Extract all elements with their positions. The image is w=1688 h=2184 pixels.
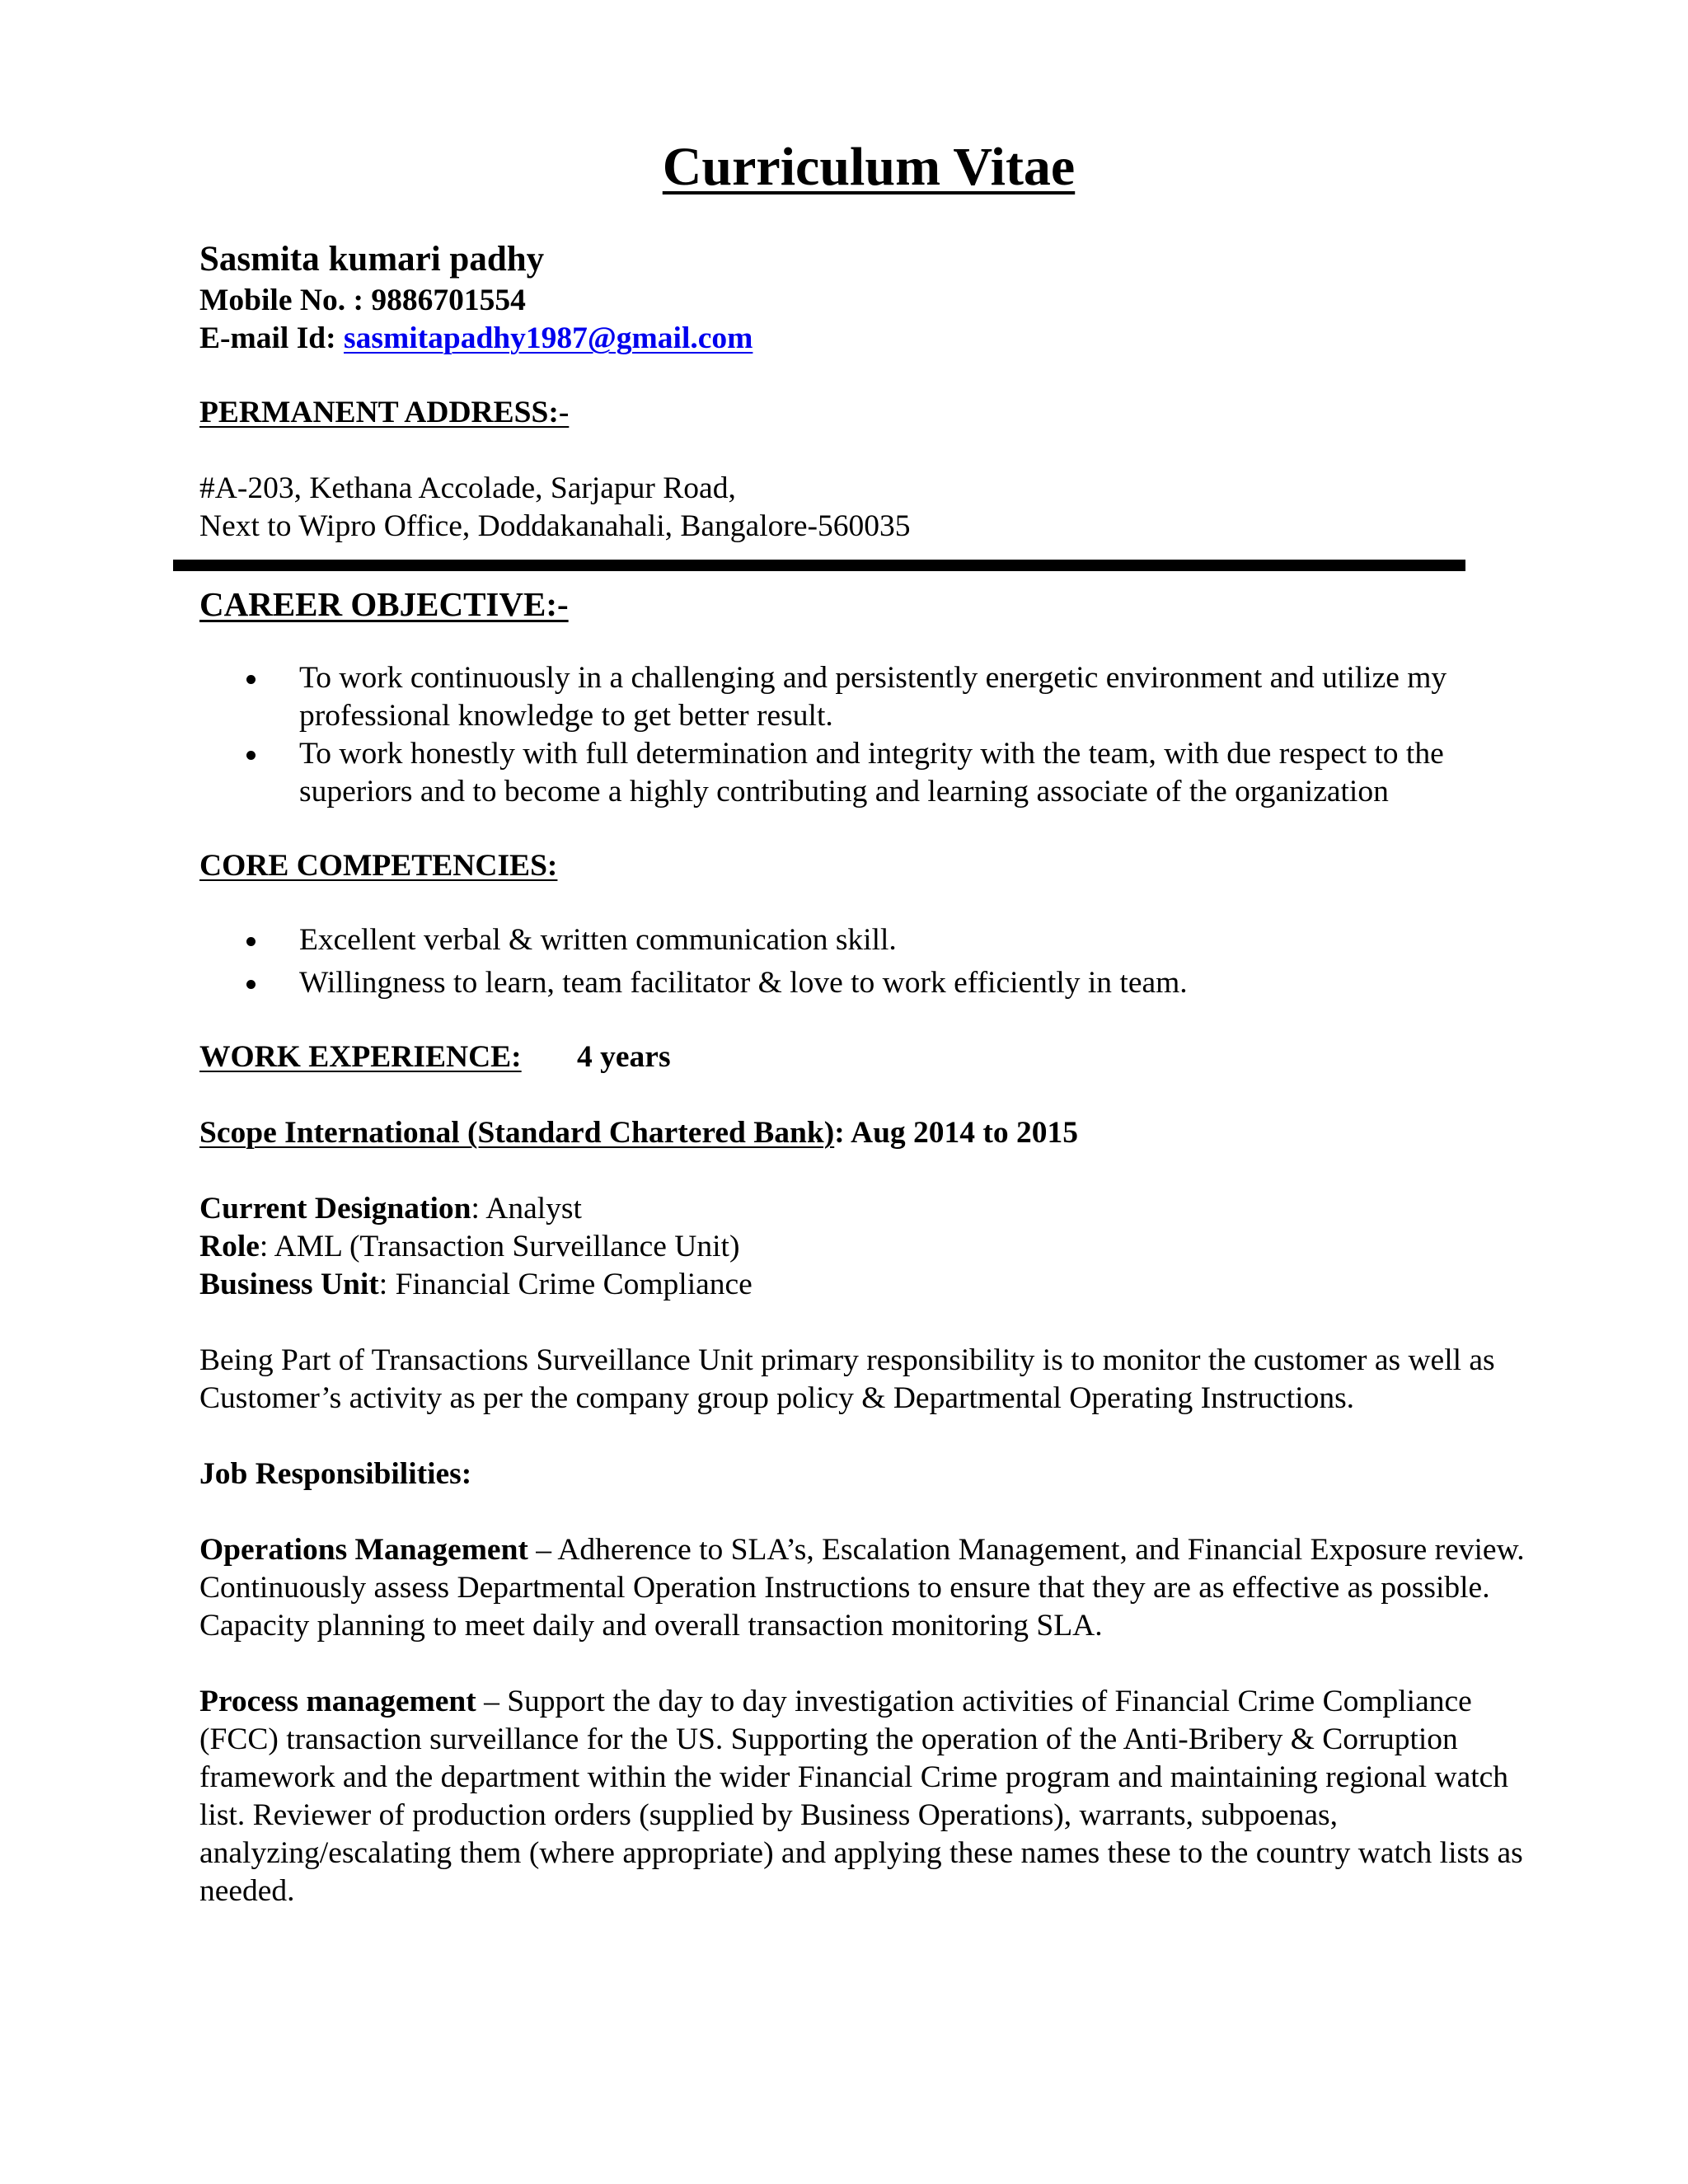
designation-label: Current Designation <box>199 1192 471 1226</box>
email-label: E-mail Id: <box>199 321 336 355</box>
address-line-2: Next to Wipro Office, Doddakanahali, Bangalore-560035 <box>199 509 911 543</box>
list-item <box>199 921 1551 959</box>
core-competencies-heading: CORE COMPETENCIES: <box>199 849 558 883</box>
list-item <box>199 964 1551 1002</box>
bullet-icon <box>246 980 256 989</box>
bullet-icon <box>246 751 256 760</box>
operations-management-paragraph <box>199 1531 1551 1645</box>
role-summary: Being Part of Transactions Surveillance Unit primary responsibility is to monitor the customer as well as Customer’s activity as per the company group policy & Departmental Operating Instructions. <box>199 1343 1495 1415</box>
address-line-1: #A-203, Kethana Accolade, Sarjapur Road, <box>199 471 736 505</box>
career-item-1: To work continuously in a challenging and persistently energetic environment and utilize my professional knowledge to get better result. <box>299 661 1447 733</box>
work-experience-line <box>199 1038 1551 1076</box>
role-label: Role <box>199 1230 260 1263</box>
email-link[interactable]: sasmitapadhy1987@gmail.com <box>344 321 753 355</box>
mobile-line <box>199 282 1551 320</box>
role-line <box>199 1228 1551 1266</box>
cv-content <box>199 237 1551 1910</box>
operations-management-text: – Adherence to SLA’s, Escalation Management, and Financial Exposure review. Continuously assess Departmental Operation Instructions to ensure that they are as effective as possible. Capacity planning to meet daily and overall transaction monitoring SLA. <box>199 1533 1525 1643</box>
business-unit-value: : Financial Crime Compliance <box>378 1268 753 1301</box>
work-experience-heading: WORK EXPERIENCE: <box>199 1040 522 1074</box>
work-experience-years: 4 years <box>577 1040 671 1074</box>
designation-value: : Analyst <box>471 1192 582 1226</box>
address-heading: PERMANENT ADDRESS:- <box>199 396 570 429</box>
bullet-icon <box>246 937 256 946</box>
process-management-paragraph <box>199 1683 1551 1910</box>
core-competencies-list <box>199 921 1551 1002</box>
email-line <box>199 320 1551 358</box>
candidate-name: Sasmita kumari padhy <box>199 240 545 279</box>
business-unit-line <box>199 1266 1551 1304</box>
career-item-2: To work honestly with full determination and integrity with the team, with due respect to the superiors and to become a highly contributing and learning associate of the organization <box>299 737 1444 808</box>
list-item <box>199 659 1551 735</box>
list-item <box>199 735 1551 811</box>
career-objective-heading: CAREER OBJECTIVE:- <box>199 585 569 623</box>
core-item-2: Willingness to learn, team facilitator & love to work efficiently in team. <box>299 966 1188 1000</box>
document-title: Curriculum Vitae <box>662 137 1076 197</box>
business-unit-label: Business Unit <box>199 1268 379 1301</box>
designation-line <box>199 1190 1551 1228</box>
employer-line <box>199 1114 1551 1152</box>
career-objective-list <box>199 659 1551 811</box>
operations-management-label: Operations Management <box>199 1533 528 1567</box>
core-item-1: Excellent verbal & written communication skill. <box>299 923 897 957</box>
process-management-text: – Support the day to day investigation activities of Financial Crime Compliance (FCC) transaction surveillance for the US. Supporting the operation of the Anti-Bribery & Corruption framework and the department within the wider Financial Crime program and maintaining regional watch list. Reviewer of production orders (supplied by Business Operations), warrants, subpoenas, analyzing/escalating them (where appropriate) and applying these names these to the country watch lists as needed. <box>199 1685 1523 1908</box>
employer-period: : Aug 2014 to 2015 <box>834 1116 1079 1150</box>
process-management-label: Process management <box>199 1685 476 1718</box>
employer-name: Scope International (Standard Chartered Bank) <box>199 1116 835 1150</box>
mobile-value: 9886701554 <box>371 284 526 317</box>
job-responsibilities-heading: Job Responsibilities: <box>199 1457 472 1491</box>
role-value: : AML (Transaction Surveillance Unit) <box>259 1230 740 1263</box>
bullet-icon <box>246 675 256 684</box>
mobile-label: Mobile No. : <box>199 284 363 317</box>
